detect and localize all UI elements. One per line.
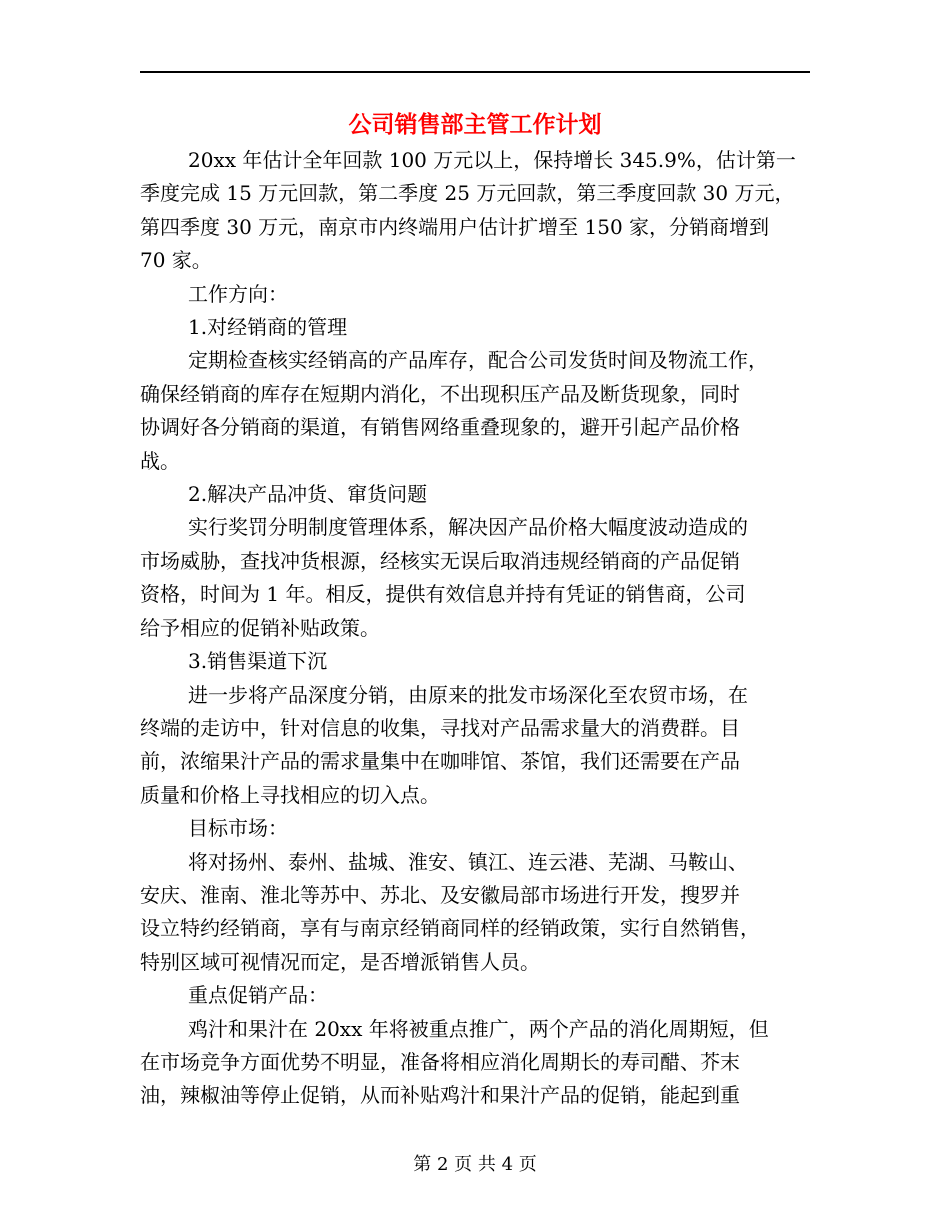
- text-line: 终端的走访中，针对信息的收集，寻找对产品需求量大的消费群。目: [140, 715, 740, 740]
- document-title: 公司销售部主管工作计划: [348, 112, 602, 138]
- heading-cross-selling: [140, 478, 810, 511]
- text-line: 实行奖罚分明制度管理体系，解决因产品价格大幅度波动造成的: [188, 515, 748, 540]
- text-line: 1.对经销商的管理: [188, 315, 348, 340]
- text-line: 市场威胁，查找冲货根源，经核实无误后取消违规经销商的产品促销: [140, 548, 740, 573]
- text-line: 2.解决产品冲货、窜货问题: [188, 482, 428, 507]
- text-line: 前，浓缩果汁产品的需求量集中在咖啡馆、茶馆，我们还需要在产品: [140, 749, 740, 774]
- text-line: 确保经销商的库存在短期内消化，不出现积压产品及断货现象，同时: [140, 381, 740, 406]
- text-line: 鸡汁和果汁在 20xx 年将被重点推广，两个产品的消化周期短，但: [188, 1016, 769, 1041]
- text-line: 定期检查核实经销高的产品库存，配合公司发货时间及物流工作，: [188, 348, 768, 373]
- page-number-footer: 第 2 页 共 4 页: [413, 1154, 537, 1175]
- text-line: 目标市场：: [188, 816, 288, 841]
- text-line: 20xx 年估计全年回款 100 万元以上，保持增长 345.9%，估计第一: [188, 148, 796, 172]
- header-rule: [140, 71, 810, 73]
- heading-work-direction: [140, 278, 810, 311]
- text-line: 质量和价格上寻找相应的切入点。: [140, 782, 440, 807]
- heading-channel-sinking: [140, 645, 810, 678]
- text-line: 在市场竞争方面优势不明显，准备将相应消化周期长的寿司醋、芥末: [140, 1049, 740, 1074]
- heading-target-market: [140, 812, 810, 845]
- text-line: 重点促销产品：: [188, 983, 328, 1008]
- text-line: 工作方向：: [188, 281, 288, 306]
- text-line: 70 家。: [140, 248, 212, 273]
- heading-dealer-management: [140, 311, 810, 344]
- paragraph-cross-selling: [140, 511, 810, 645]
- text-line: 战。: [140, 448, 180, 473]
- text-line: 给予相应的促销补贴政策。: [140, 615, 380, 640]
- text-line: 协调好各分销商的渠道，有销售网络重叠现象的，避开引起产品价格: [140, 415, 740, 440]
- text-line: 季度完成 15 万元回款，第二季度 25 万元回款，第三季度回款 30 万元，: [140, 181, 795, 206]
- text-line: 设立特约经销商，享有与南京经销商同样的经销政策，实行自然销售，: [140, 916, 760, 941]
- text-line: 进一步将产品深度分销，由原来的批发市场深化至农贸市场，在: [188, 682, 748, 707]
- paragraph-key-products: [140, 1013, 810, 1113]
- paragraph-dealer-management: [140, 344, 810, 478]
- paragraph-channel-sinking: [140, 679, 810, 813]
- text-line: 第四季度 30 万元，南京市内终端用户估计扩增至 150 家，分销商增到: [140, 214, 770, 239]
- text-line: 安庆、淮南、淮北等苏中、苏北、及安徽局部市场进行开发，搜罗并: [140, 882, 740, 907]
- paragraph-annual-target: [140, 144, 810, 278]
- text-line: 资格，时间为 1 年。相反，提供有效信息并持有凭证的销售商，公司: [140, 582, 746, 607]
- text-line: 油，辣椒油等停止促销，从而补贴鸡汁和果汁产品的促销，能起到重: [140, 1083, 740, 1108]
- document-body: [140, 144, 810, 1113]
- text-line: 3.销售渠道下沉: [188, 649, 328, 674]
- text-line: 将对扬州、泰州、盐城、淮安、镇江、连云港、芜湖、马鞍山、: [188, 849, 748, 874]
- heading-key-products: [140, 979, 810, 1012]
- paragraph-target-market: [140, 846, 810, 980]
- text-line: 特别区域可视情况而定，是否增派销售人员。: [140, 949, 540, 974]
